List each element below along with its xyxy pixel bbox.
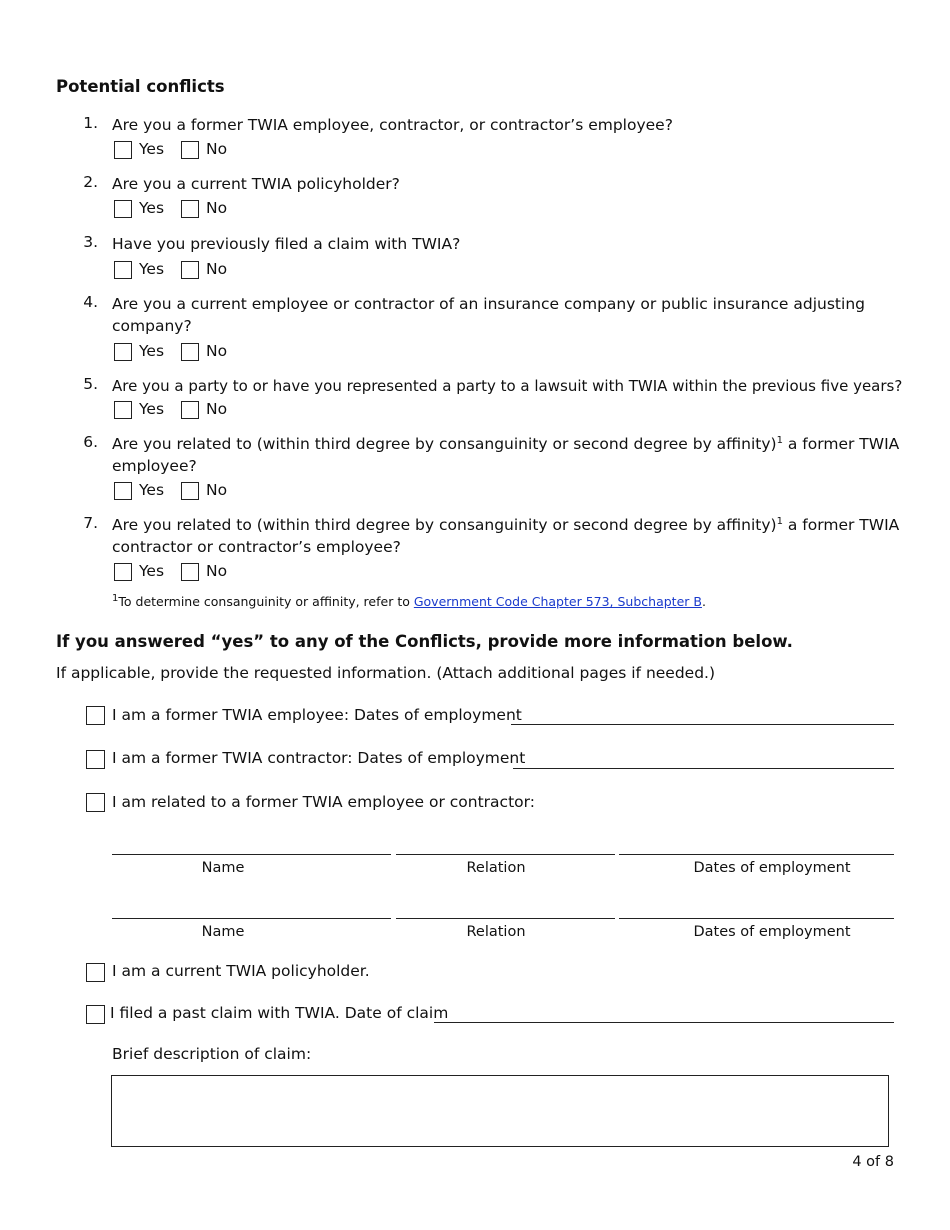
claim-date-field[interactable] — [434, 1022, 894, 1023]
question-6-yes-checkbox[interactable] — [114, 482, 132, 500]
question-6-text-line1: Are you related to (within third degree by consanguinity or second degree by affinity)$^1$ a former TWIA — [112, 434, 900, 453]
question-1-yes-label: Yes — [139, 140, 165, 158]
question-7-yes-label: Yes — [139, 562, 165, 580]
former-employee-label: I am a former TWIA employee: Dates of employment — [112, 706, 522, 724]
footnote: $^1$To determine consanguinity or affinity, refer to Government Code Chapter 573, Subchapter B. — [112, 592, 706, 609]
question-5-yes-label: Yes — [139, 400, 165, 418]
policyholder-label: I am a current TWIA policyholder. — [112, 962, 370, 980]
question-1-no-checkbox[interactable] — [181, 141, 199, 159]
question-7-text-line2: contractor or contractor’s employee? — [112, 538, 401, 556]
instructions-text: If applicable, provide the requested information. (Attach additional pages if needed.) — [56, 664, 716, 682]
question-1-number: 1. — [83, 114, 98, 132]
relation-1-name-field[interactable] — [112, 854, 391, 855]
footnote-marker: 1 — [112, 592, 119, 604]
question-4-text-line1: Are you a current employee or contractor of an insurance company or public insurance adjusting — [112, 295, 865, 313]
relation-1-name-caption: Name — [201, 860, 245, 876]
relation-2-relation-field[interactable] — [396, 918, 615, 919]
question-7-text-line1: Are you related to (within third degree by consanguinity or second degree by affinity)$^1$ a former TWIA — [112, 515, 900, 534]
question-3-text: Have you previously filed a claim with TWIA? — [112, 235, 461, 253]
relation-2-relation-caption: Relation — [466, 924, 526, 940]
related-label: I am related to a former TWIA employee or contractor: — [112, 793, 535, 811]
question-2-no-checkbox[interactable] — [181, 200, 199, 218]
question-3-number: 3. — [83, 233, 98, 251]
question-5-text: Are you a party to or have you represented a party to a lawsuit with TWIA within the previous five years? — [112, 377, 903, 395]
relation-2-name-field[interactable] — [112, 918, 391, 919]
question-3-no-label: No — [206, 260, 228, 278]
relation-1-relation-field[interactable] — [396, 854, 615, 855]
government-code-link[interactable]: Government Code Chapter 573, Subchapter B — [413, 594, 702, 609]
question-2-text: Are you a current TWIA policyholder? — [112, 175, 400, 193]
footnote-ref-6: 1 — [776, 434, 783, 446]
question-3-no-checkbox[interactable] — [181, 261, 199, 279]
question-5-number: 5. — [83, 375, 98, 393]
section-title: Potential conflicts — [56, 77, 225, 96]
former-contractor-checkbox[interactable] — [86, 750, 105, 769]
policyholder-checkbox[interactable] — [86, 963, 105, 982]
conflicts-heading: If you answered “yes” to any of the Conflicts, provide more information below. — [56, 632, 793, 651]
former-employee-checkbox[interactable] — [86, 706, 105, 725]
question-6-no-label: No — [206, 481, 228, 499]
past-claim-checkbox[interactable] — [86, 1005, 105, 1024]
question-1-yes-checkbox[interactable] — [114, 141, 132, 159]
former-contractor-label: I am a former TWIA contractor: Dates of employment — [112, 749, 526, 767]
question-7-number: 7. — [83, 514, 98, 532]
relation-2-name-caption: Name — [201, 924, 245, 940]
question-6-number: 6. — [83, 433, 98, 451]
question-7-no-checkbox[interactable] — [181, 563, 199, 581]
relation-2-dates-field[interactable] — [619, 918, 894, 919]
page-number: 4 of 8 — [852, 1154, 894, 1170]
question-3-yes-label: Yes — [139, 260, 165, 278]
claim-description-textbox[interactable] — [111, 1075, 889, 1147]
question-4-text-line2: company? — [112, 317, 192, 335]
former-contractor-dates-field[interactable] — [513, 768, 894, 769]
claim-description-label: Brief description of claim: — [112, 1045, 312, 1063]
question-6-no-checkbox[interactable] — [181, 482, 199, 500]
question-7-yes-checkbox[interactable] — [114, 563, 132, 581]
question-2-no-label: No — [206, 199, 228, 217]
question-5-no-checkbox[interactable] — [181, 401, 199, 419]
question-2-number: 2. — [83, 173, 98, 191]
question-2-yes-label: Yes — [139, 199, 165, 217]
question-4-number: 4. — [83, 293, 98, 311]
relation-2-dates-caption: Dates of employment — [693, 924, 851, 940]
question-2-yes-checkbox[interactable] — [114, 200, 132, 218]
question-4-no-label: No — [206, 342, 228, 360]
related-checkbox[interactable] — [86, 793, 105, 812]
relation-1-relation-caption: Relation — [466, 860, 526, 876]
relation-1-dates-field[interactable] — [619, 854, 894, 855]
question-4-yes-label: Yes — [139, 342, 165, 360]
past-claim-label: I filed a past claim with TWIA. Date of claim — [110, 1004, 449, 1022]
question-1-text: Are you a former TWIA employee, contractor, or contractor’s employee? — [112, 116, 673, 134]
question-4-no-checkbox[interactable] — [181, 343, 199, 361]
question-5-yes-checkbox[interactable] — [114, 401, 132, 419]
question-1-no-label: No — [206, 140, 228, 158]
question-3-yes-checkbox[interactable] — [114, 261, 132, 279]
question-6-yes-label: Yes — [139, 481, 165, 499]
question-7-no-label: No — [206, 562, 228, 580]
question-4-yes-checkbox[interactable] — [114, 343, 132, 361]
question-5-no-label: No — [206, 400, 228, 418]
relation-1-dates-caption: Dates of employment — [693, 860, 851, 876]
question-6-text-line2: employee? — [112, 457, 197, 475]
former-employee-dates-field[interactable] — [511, 724, 894, 725]
footnote-ref-7: 1 — [776, 515, 783, 527]
